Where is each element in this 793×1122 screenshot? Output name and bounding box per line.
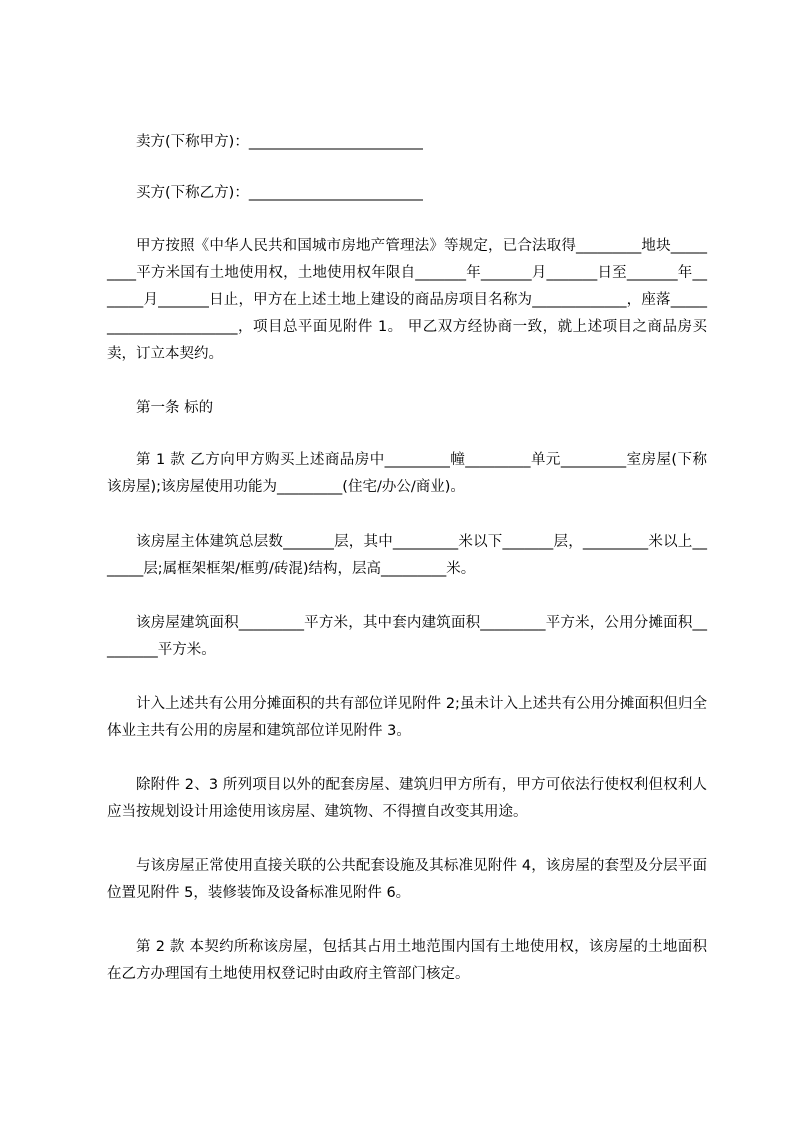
clause1-paragraph: 第 1 款 乙方向甲方购买上述商品房中_________幢_________单元_________室房屋(下称该房屋);该房屋使用功能为_________(住宅/办公/商业)。 <box>107 452 707 495</box>
area-paragraph: 该房屋建筑面积_________平方米，其中套内建筑面积_________平方米，公用分摊面积_________平方米。 <box>107 615 707 658</box>
floors-paragraph: 该房屋主体建筑总层数_______层，其中_________米以下_______层，_________米以上_______层;属框架框架/框剪/砖混)结构，层高_________米。 <box>107 534 707 577</box>
seller-line: 卖方(下称甲方)：________________________ <box>136 134 423 150</box>
public-facilities-paragraph: 与该房屋正常使用直接关联的公共配套设施及其标准见附件 4，该房屋的套型及分层平面位置见附件 5，装修装饰及设备标准见附件 6。 <box>107 858 707 901</box>
shared-parts-paragraph: 计入上述共有公用分摊面积的共有部位详见附件 2;虽未计入上述共有公用分摊面积但归全体业主共有公用的房屋和建筑部位详见附件 3。 <box>107 696 707 739</box>
intro-paragraph: 甲方按照《中华人民共和国城市房地产管理法》等规定，已合法取得_________地块_________平方米国有土地使用权，土地使用权年限自_______年_______月_______日至_______年_______月_______日止，甲方在上述土地上建设的商品房项目名称为_____________，座落_______________________，项目总平面见附件 1。 甲乙双方经协商一致，就上述项目之商品房买卖，订立本契约。 <box>107 238 707 362</box>
clause2-paragraph: 第 2 款 本契约所称该房屋，包括其占用土地范围内国有土地使用权，该房屋的土地面积在乙方办理国有土地使用权登记时由政府主管部门核定。 <box>107 939 707 982</box>
buyer-line: 买方(下称乙方)：________________________ <box>136 185 423 201</box>
article1-heading: 第一条 标的 <box>136 400 214 416</box>
other-facilities-paragraph: 除附件 2、3 所列项目以外的配套房屋、建筑归甲方所有，甲方可依法行使权利但权利人应当按规划设计用途使用该房屋、建筑物、不得擅自改变其用途。 <box>107 777 707 820</box>
